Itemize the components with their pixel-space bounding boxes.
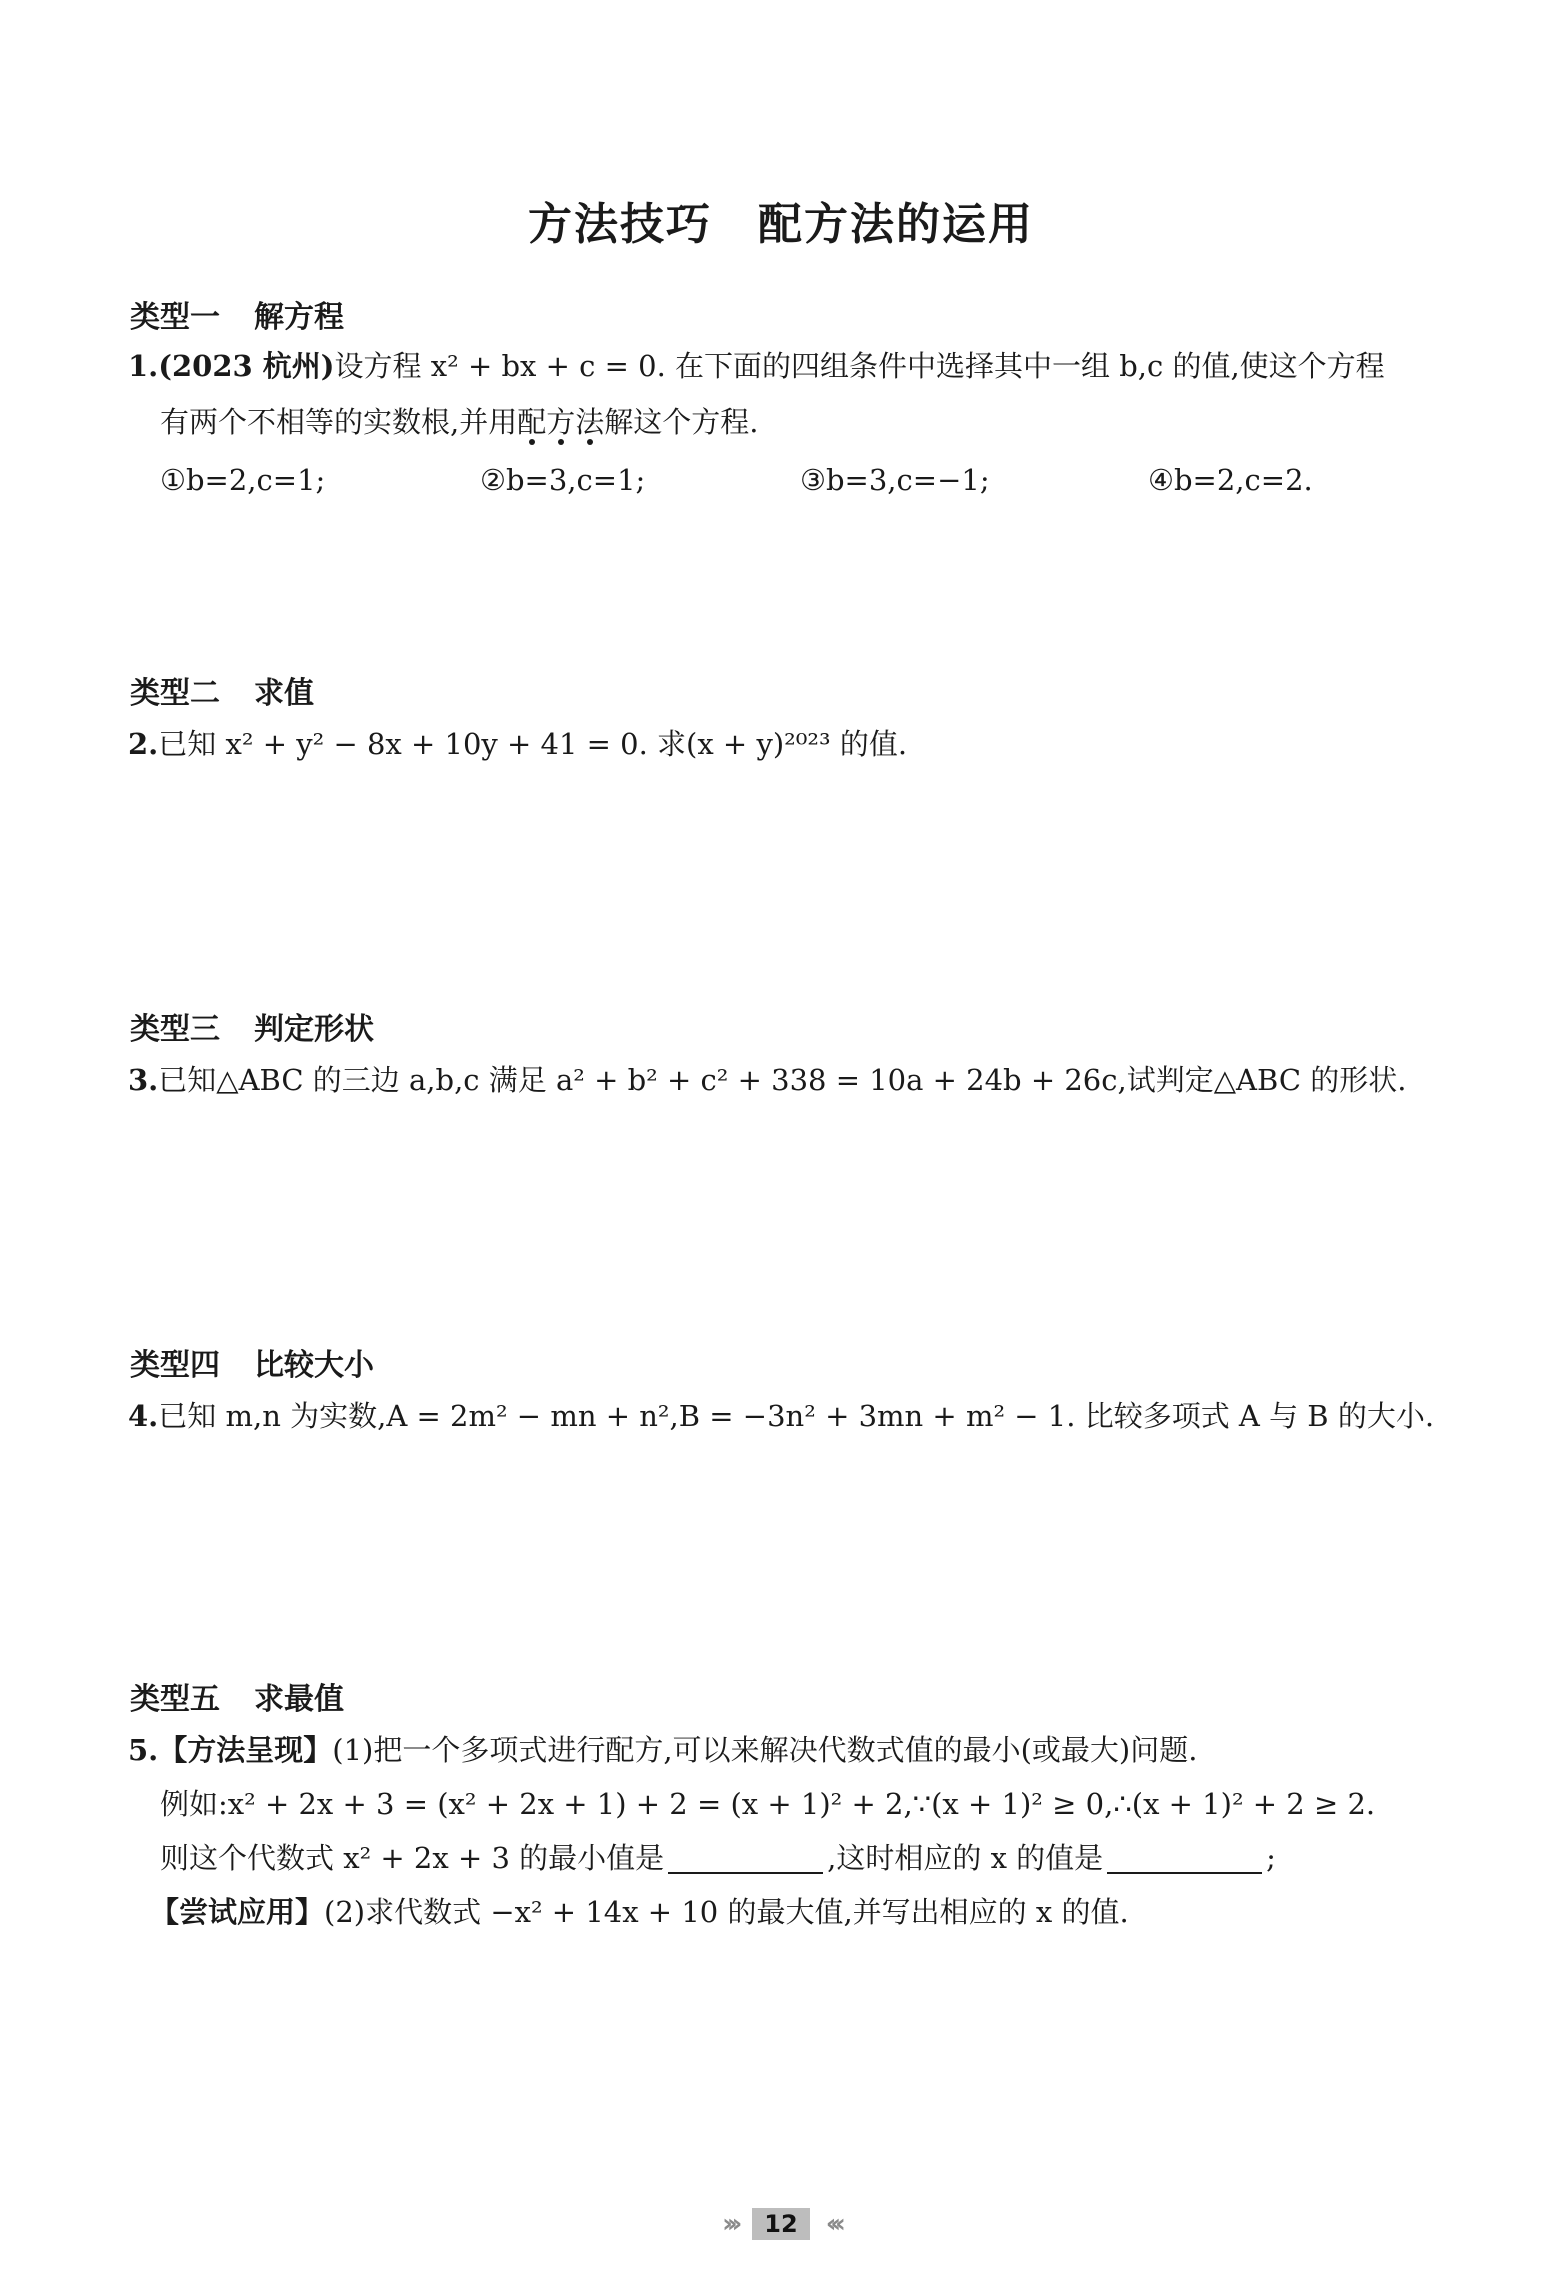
q3-line: 3.已知△ABC 的三边 a,b,c 满足 a² + b² + c² + 338 = 10a + 24b + 26c,试判定△ABC 的形状. [128, 1063, 1407, 1097]
section-head-3: 类型三 判定形状 [130, 1012, 374, 1047]
answer-blank-min[interactable] [668, 1842, 823, 1874]
q1-line2: 有两个不相等的实数根,并用配方法 解这个方程. [160, 402, 758, 442]
q1-option-2: ②b=3,c=1; [480, 463, 646, 497]
q1-option-4: ④b=2,c=2. [1148, 463, 1313, 497]
q1-option-3: ③b=3,c=−1; [800, 463, 990, 497]
section-head-2: 类型二 求值 [130, 676, 314, 711]
chevron-right-icon: ››› [722, 2209, 737, 2239]
answer-blank-x[interactable] [1107, 1842, 1262, 1874]
q1-options [160, 460, 1400, 500]
q1-stem: 设方程 x² + bx + c = 0. 在下面的四组条件中选择其中一组 b,c 的值,使这个方程 [334, 349, 1385, 383]
page-number: 12 [752, 2208, 809, 2240]
q5-line4: 【尝试应用】(2)求代数式 −x² + 14x + 10 的最大值,并写出相应的 x 的值. [150, 1895, 1129, 1929]
emphasis-dots: 配方法 [517, 405, 604, 439]
q2-line: 2.已知 x² + y² − 8x + 10y + 41 = 0. 求(x + y)²⁰²³ 的值. [128, 727, 908, 761]
page-footer [0, 2204, 1562, 2244]
chevron-left-icon: ‹‹‹ [825, 2209, 840, 2239]
q4-line: 4.已知 m,n 为实数,A = 2m² − mn + n²,B = −3n² + 3mn + m² − 1. 比较多项式 A 与 B 的大小. [128, 1399, 1435, 1433]
section-head-5: 类型五 求最值 [130, 1682, 344, 1717]
q1-line1: 1.(2023 杭州)设方程 x² + bx + c = 0. 在下面的四组条件中选择其中一组 b,c 的值,使这个方程 [128, 349, 1385, 383]
title-part2: 配方法的运用 [758, 199, 1034, 250]
page-title [0, 188, 1562, 252]
section-head-4: 类型四 比较大小 [130, 1348, 374, 1383]
q5-line2: 例如:x² + 2x + 3 = (x² + 2x + 1) + 2 = (x + 1)² + 2,∵(x + 1)² ≥ 0,∴(x + 1)² + 2 ≥ 2. [160, 1787, 1376, 1821]
q5-line3: 则这个代数式 x² + 2x + 3 的最小值是 ,这时相应的 x 的值是 ; [160, 1841, 1276, 1875]
title-part1: 方法技巧 [528, 199, 712, 250]
q5-line1: 5.【方法呈现】(1)把一个多项式进行配方,可以来解决代数式值的最小(或最大)问题. [128, 1733, 1198, 1767]
section-head-1: 类型一 解方程 [130, 300, 344, 335]
q1-option-1: ①b=2,c=1; [160, 463, 326, 497]
